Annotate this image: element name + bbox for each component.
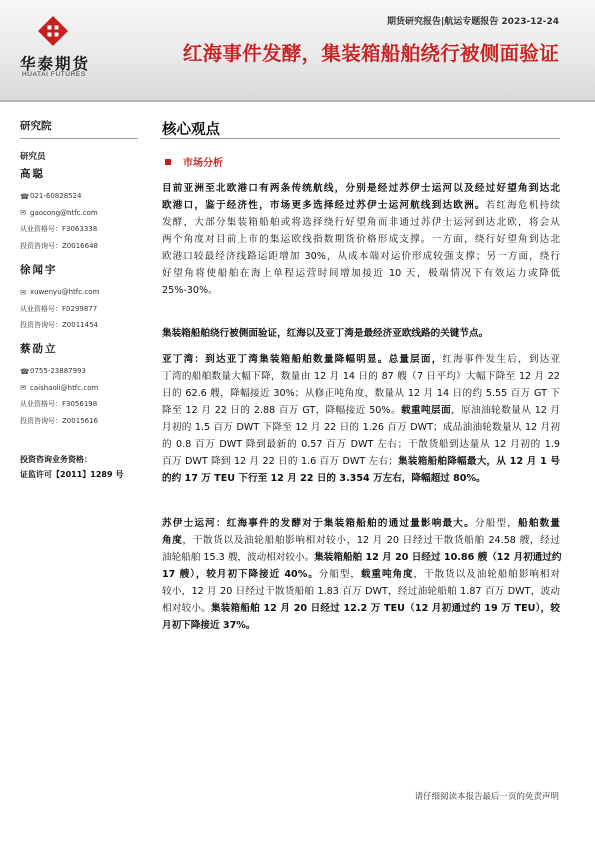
bold-text-run: 目前亚洲至北欧港口有两条传统航线，分别是经过苏伊士运河以及经过好望角到达北 [162, 183, 560, 194]
paragraph-verification-summary [162, 325, 560, 342]
main-divider [160, 138, 560, 139]
text-line [162, 325, 560, 342]
analyst-license [20, 396, 138, 413]
cert-label: 投资咨询业务资格： [20, 455, 92, 464]
report-title: 红海事件发酵，集装箱船舶绕行被侧面验证 [182, 42, 559, 65]
bold-text-run: 苏伊士运河：红海事件的发酵对于集装箱船舶的通过量影响最大。 [162, 518, 475, 529]
bold-text-run: 17 艘），较月初下降接近 40%。 [162, 569, 319, 581]
report-type-and-date: 期货研究报告|航运专题报告 2023-12-24 [387, 17, 559, 27]
department-label: 研究院 [20, 120, 52, 132]
license-label: 从业资格号： [20, 400, 62, 409]
subsection-title: 市场分析 [183, 158, 223, 169]
phone-value: 021-60828524 [30, 192, 82, 201]
text-run: 丁湾的船舶数量大幅下降，数量由 12 月 14 日的 87 艘（7 日平均）大幅下降至 12 月 22 [162, 371, 560, 383]
text-line [162, 248, 560, 265]
license-label: 从业资格号： [20, 225, 62, 234]
text-line [162, 282, 560, 299]
bold-text-run: 欧港口，鉴于经济性，市场更多选择经过苏伊士运河航线到达欧洲。 [162, 200, 486, 212]
bold-text-run: 船舶数量 [518, 518, 561, 529]
huatai-logo-icon [38, 16, 68, 46]
text-run: 的 0.8 百万 DWT 降到最新的 0.57 百万 DWT 左右；干散货船到达量从 12 月初的 1.9 [162, 439, 560, 451]
text-run: 分船型， [474, 518, 519, 529]
text-line [162, 583, 560, 600]
analyst-license [20, 221, 138, 238]
advisor-value: Z0015616 [62, 416, 98, 425]
analyst-card [20, 341, 138, 429]
text-run: 红海事件发生后，到达亚 [442, 354, 560, 365]
analyst-card [20, 166, 138, 254]
sidebar-divider [20, 138, 138, 139]
text-run: 油轮船舶 15.3 艘，波动相对较小。 [162, 552, 315, 564]
text-run: 百万 DWT 降到 12 月 22 日的 1.6 百万 DWT 左右； [162, 456, 398, 468]
bold-text-run: 亚丁湾：到达亚丁湾集装箱船舶数量降幅明显。总量层面， [162, 354, 443, 365]
text-run: 发酵，大部分集装箱船舶或将选择绕行好望角而非通过苏伊士运河到达北欧，将会从 [162, 217, 560, 229]
bold-text-run: 集装箱船舶降幅最大，从 12 月 1 号 [397, 456, 560, 468]
bold-text-run: 角度 [162, 535, 183, 547]
section-heading-core-views: 核心观点 [162, 122, 220, 138]
text-line [162, 436, 560, 453]
text-line [162, 419, 560, 436]
subsection-market-analysis [165, 154, 223, 169]
email-icon: ✉ [20, 208, 27, 218]
email-icon: ✉ [20, 287, 27, 297]
disclaimer-note: 请仔细阅读本报告最后一页的免责声明 [414, 792, 559, 802]
email-icon: ✉ [20, 383, 27, 393]
text-run: 25%-30%。 [162, 285, 218, 297]
text-line [162, 532, 560, 549]
phone-value: 0755-23887993 [30, 367, 86, 376]
text-line [162, 470, 560, 487]
text-line [162, 180, 560, 197]
bullet-square-icon [165, 159, 171, 165]
analyst-advisor-id [20, 317, 138, 334]
phone-icon: ☎ [20, 191, 30, 201]
text-run: 降至 12 月 22 日的 2.88 百万 GT，降幅接近 50%。 [162, 405, 401, 417]
license-value: F0299877 [62, 304, 98, 313]
cert-number: 证监许可【2011】1289 号 [20, 470, 124, 479]
text-run: 较小，12 月 20 日经过干散货船舶 1.83 百万 DWT，经过油轮船舶 1.87 百万 DWT，波动 [162, 586, 560, 598]
text-run: 若红海危机持续 [485, 200, 560, 212]
bold-text-run: 集装箱船舶绕行被侧面验证，红海以及亚丁湾是最经济亚欧线路的关键节点。 [162, 328, 489, 339]
analyst-email[interactable] [20, 284, 138, 301]
phone-icon: ☎ [20, 366, 30, 376]
text-line [162, 265, 560, 282]
text-run: 日的 62.6 艘，降幅接近 30%；从修正吨角度，数量从 12 月 14 日的约 5.55 百万 GT 下 [162, 388, 560, 400]
bold-text-run: 的约 17 万 TEU 下行至 12 月 22 日的 3.354 万左右，降幅超过 80%。 [162, 473, 486, 485]
text-line [162, 515, 560, 532]
brand-name-cn: 华泰期货 [20, 55, 91, 73]
analyst-license [20, 301, 138, 318]
analyst-phone [20, 363, 138, 380]
text-line [162, 368, 560, 385]
text-run: 欧港口较最经济线路运距增加 30%，从成本端对运价形成较强支撑；另一方面，绕行 [162, 251, 560, 263]
advisor-value: Z0016648 [62, 241, 98, 250]
text-line [162, 600, 560, 617]
license-value: F3056198 [62, 400, 98, 409]
analyst-name: 蔡劭立 [20, 343, 58, 355]
text-run: 好望角将使船舶在海上单程运营时间增加接近 10 天，极端情况下有效运力或降低 [162, 268, 560, 280]
text-line [162, 617, 560, 634]
header-divider [0, 100, 595, 102]
text-line [162, 402, 560, 419]
text-run: 两个角度对目前上市的集运欧线指数期货价格形成支撑。一方面，绕行好望角到达北 [162, 234, 560, 246]
analyst-email[interactable] [20, 205, 138, 222]
license-value: F3063338 [62, 225, 98, 234]
paragraph-suez-canal [162, 515, 560, 634]
sidebar-dept [20, 118, 138, 133]
text-line [162, 566, 560, 583]
text-run: 相对较小。 [162, 603, 211, 615]
advisor-value: Z0011454 [62, 321, 98, 330]
email-value[interactable]: gaocong@htfc.com [30, 208, 98, 217]
bold-text-run: 月初下降接近 37%。 [162, 620, 256, 632]
text-line [162, 549, 560, 566]
text-line [162, 351, 560, 368]
text-line [162, 231, 560, 248]
text-line [162, 453, 560, 470]
text-run: ，干散货以及油轮船舶影响相对 [413, 569, 560, 581]
text-run: 分船型， [318, 569, 361, 581]
analyst-card [20, 262, 138, 334]
analyst-advisor-id [20, 413, 138, 430]
bold-text-run: 载重吨层面 [400, 405, 452, 417]
text-run: 月初的 1.5 百万 DWT 下降至 12 月 22 日的 1.26 百万 DWT；成品油油轮数量从 12 月初 [162, 422, 560, 434]
advisor-label: 投资咨询号： [20, 416, 62, 425]
text-line [162, 197, 560, 214]
brand-name-en: HUATAI FUTURES [22, 71, 86, 78]
role-label: 研究员 [20, 152, 46, 162]
paragraph-gulf-of-aden [162, 351, 560, 487]
analyst-phone [20, 188, 138, 205]
analyst-advisor-id [20, 238, 138, 255]
license-label: 从业资格号： [20, 304, 62, 313]
text-run: ，干散货以及油轮船舶影响相对较小，12 月 20 日经过干散货船舶 24.58 艘，经过 [182, 535, 560, 547]
bold-text-run: 集装箱船舶 12 月 20 日经过 12.2 万 TEU（12 月初通过约 19 万 TEU），较 [210, 603, 560, 615]
investment-advisory-license [20, 452, 123, 482]
analyst-email[interactable] [20, 380, 138, 397]
paragraph-route-overview [162, 180, 560, 299]
email-value[interactable]: caishaoli@htfc.com [30, 383, 99, 392]
text-line [162, 214, 560, 231]
text-run: ，原油油轮数量从 12 月 [451, 405, 561, 417]
text-line [162, 385, 560, 402]
email-value[interactable]: xuwenyu@htfc.com [30, 288, 100, 297]
bold-text-run: 载重吨角度 [360, 569, 414, 581]
analyst-name: 高聪 [20, 168, 45, 180]
analyst-name: 徐闻宇 [20, 264, 58, 276]
bold-text-run: 集装箱船舶 12 月 20 日经过 10.86 艘（12 月初通过约 [314, 552, 562, 564]
advisor-label: 投资咨询号： [20, 241, 62, 250]
advisor-label: 投资咨询号： [20, 321, 62, 330]
